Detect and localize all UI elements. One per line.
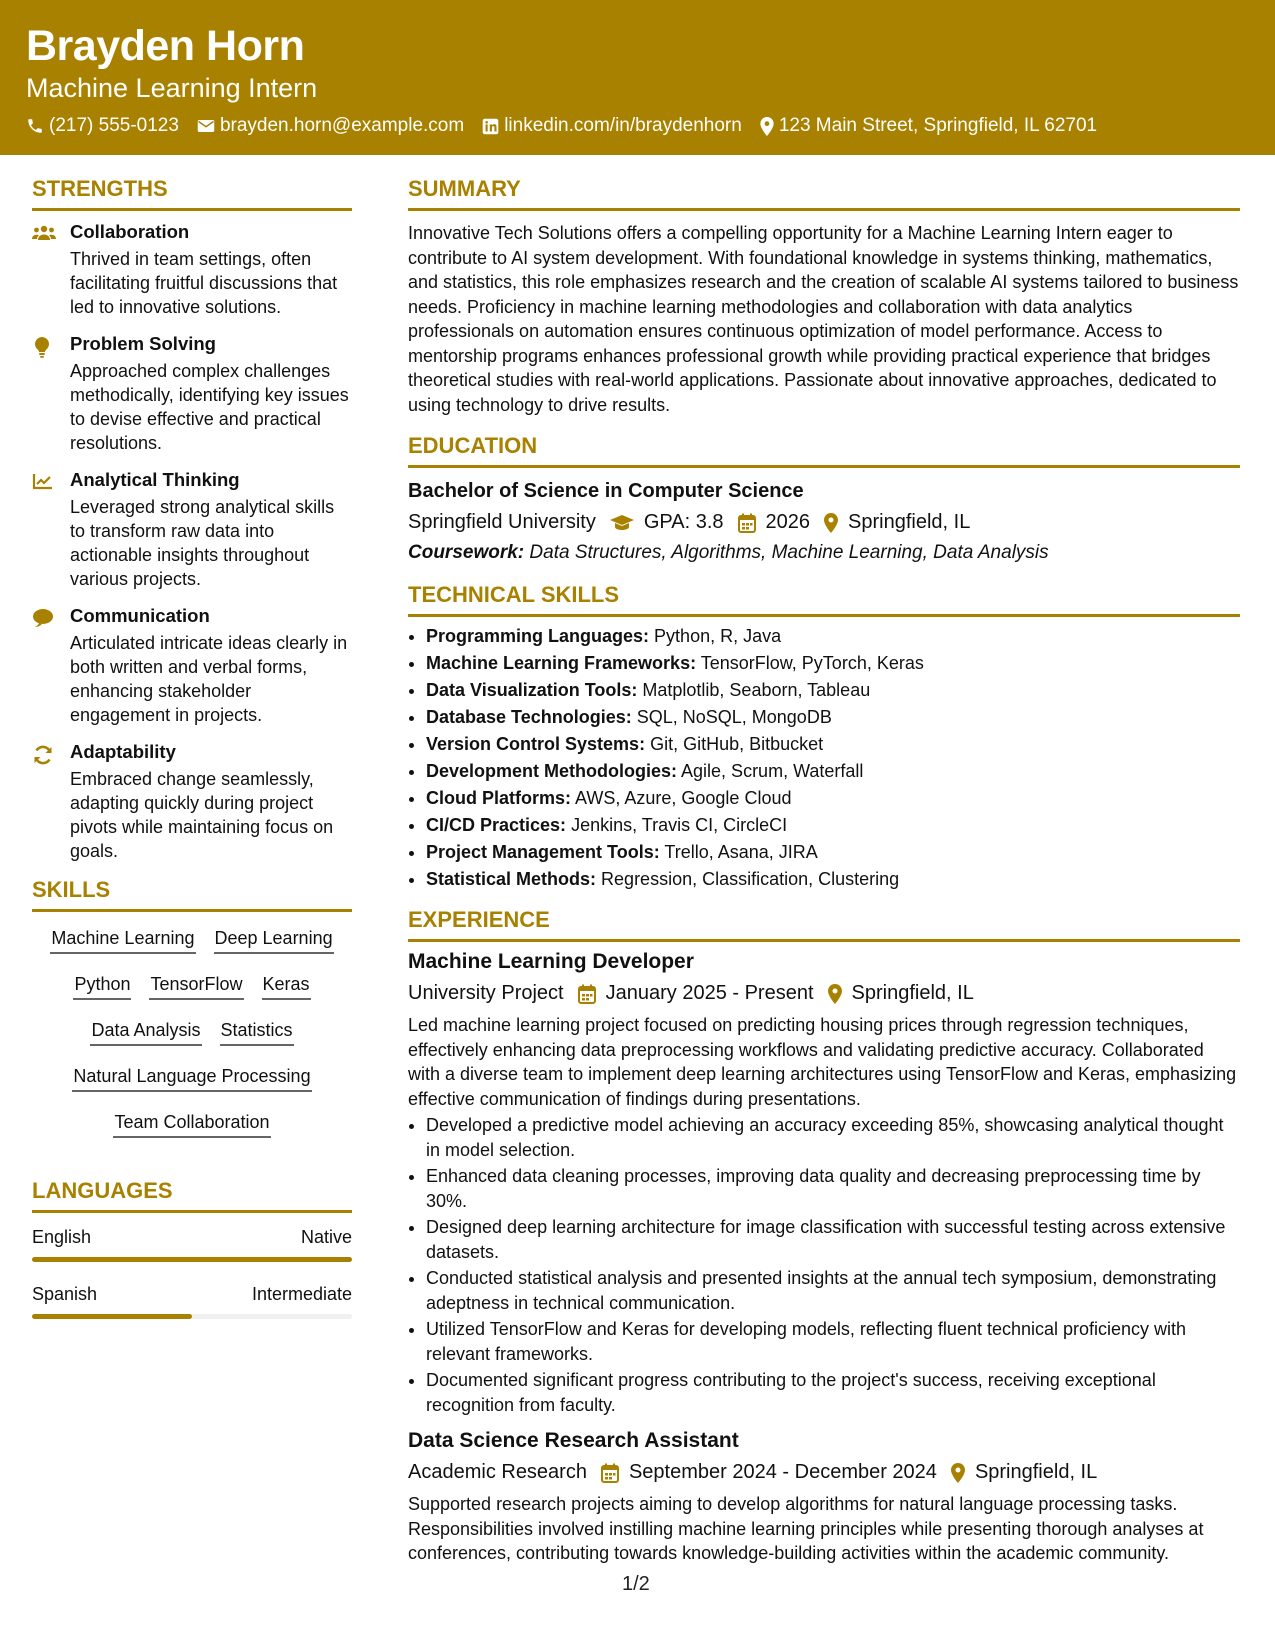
- linkedin-link[interactable]: linkedin.com/in/braydenhorn: [504, 115, 742, 136]
- calendar-icon: [578, 984, 596, 1004]
- experience-heading: EXPERIENCE: [408, 907, 1240, 942]
- language-level: Intermediate: [251, 1284, 352, 1304]
- job-bullets: [408, 1113, 1240, 1417]
- candidate-title: Machine Learning Intern: [26, 73, 318, 103]
- summary-text: Innovative Tech Solutions offers a compelling opportunity for a Machine Learning Intern eager to contribute to AI system development. With foundational knowledge in systems thinking, mathematics, and statistics, this role emphasizes research and the creation of scalable AI systems tailored to business needs. Proficiency in machine learning methodologies and collaboration with data analytics professionals on automation ensures continuous optimization of model performance. Access to mentorship programs enhances professional growth while providing practical experience that bridges theoretical studies with real-world applications. Passionate about innovative approaches, dedicated to using technology to drive results.: [408, 223, 1239, 415]
- technical-skills-list: [408, 623, 1240, 893]
- strength-item: [32, 221, 352, 319]
- strength-desc: Approached complex challenges methodically, identifying key issues to devise effective and practical resolutions.: [70, 361, 349, 453]
- skill-chip: Keras: [262, 974, 311, 1000]
- job-meta: [408, 982, 1240, 1005]
- education-location: Springfield, IL: [848, 511, 971, 533]
- strength-title: Problem Solving: [70, 333, 216, 354]
- strength-desc: Thrived in team settings, often facilitating fruitful discussions that led to innovative solutions.: [70, 249, 338, 317]
- strength-title: Adaptability: [70, 741, 176, 762]
- education-coursework: [408, 542, 1240, 564]
- language-bar-fill: [32, 1314, 192, 1319]
- skill-chip: TensorFlow: [149, 974, 243, 1000]
- language-item: [32, 1227, 352, 1262]
- list-item: • Database Technologies: SQL, NoSQL, MongoDB: [426, 704, 1240, 731]
- email-link[interactable]: brayden.horn@example.com: [219, 115, 465, 136]
- contact-bar: [26, 115, 1115, 137]
- language-bar: [32, 1314, 352, 1319]
- strengths-heading: STRENGTHS: [32, 176, 352, 211]
- skill-chip: Python: [73, 974, 131, 1000]
- list-item: • Conducted statistical analysis and presented insights at the annual tech symposium, demonstrating adeptness in technical communication.: [426, 1266, 1240, 1315]
- resume-header: [0, 0, 1275, 155]
- linkedin-icon: [482, 118, 499, 135]
- languages-heading: LANGUAGES: [32, 1178, 352, 1213]
- list-item: • Machine Learning Frameworks: TensorFlow, PyTorch, Keras: [426, 650, 1240, 677]
- job-description: Led machine learning project focused on predicting housing prices through regression techniques, effectively enhancing data preprocessing workflows and validating predictive accuracy. Collaborated with a diverse team to implement deep learning architectures using TensorFlow and Keras, emphasizing effective communication of findings during presentations.: [408, 1015, 1237, 1109]
- coursework-list: Data Structures, Algorithms, Machine Learning, Data Analysis: [529, 542, 1049, 563]
- map-marker-icon: [951, 1463, 965, 1483]
- strength-desc: Leveraged strong analytical skills to transform raw data into actionable insights throughout various projects.: [70, 497, 335, 589]
- skill-chip: Data Analysis: [90, 1020, 201, 1046]
- envelope-icon: [197, 118, 215, 134]
- page-number: 1/2: [622, 1573, 650, 1595]
- job-description: Supported research projects aiming to develop algorithms for natural language processing tasks. Responsibilities involved instilling machine learning principles while presenting thorough analyses at conferences, contributing towards knowledge-building activities within the academic community.: [408, 1494, 1204, 1563]
- list-item: • Development Methodologies: Agile, Scrum, Waterfall: [426, 758, 1240, 785]
- skill-chip: Team Collaboration: [113, 1112, 270, 1138]
- phone-text[interactable]: (217) 555-0123: [49, 115, 179, 136]
- map-marker-icon: [760, 117, 774, 136]
- education-meta: [408, 511, 1240, 534]
- language-level: Native: [300, 1227, 352, 1247]
- strength-title: Analytical Thinking: [70, 469, 240, 490]
- job-meta: [408, 1461, 1240, 1484]
- list-item: • Version Control Systems: Git, GitHub, Bitbucket: [426, 731, 1240, 758]
- list-item: • Data Visualization Tools: Matplotlib, Seaborn, Tableau: [426, 677, 1240, 704]
- job-location: Springfield, IL: [851, 982, 974, 1004]
- skills-heading: SKILLS: [32, 877, 352, 912]
- skill-chip: Machine Learning: [50, 928, 195, 954]
- strength-item: [32, 469, 352, 591]
- strength-title: Communication: [70, 605, 210, 626]
- job-dates: January 2025 - Present: [605, 982, 814, 1004]
- list-item: • Enhanced data cleaning processes, improving data quality and decreasing preprocessing time by 30%.: [426, 1164, 1240, 1213]
- calendar-icon: [738, 513, 756, 533]
- right-column: [408, 176, 1240, 1568]
- strength-item: [32, 741, 352, 863]
- users-icon: [32, 224, 56, 242]
- language-bar-fill: [32, 1257, 352, 1262]
- strength-item: [32, 605, 352, 727]
- list-item: • Programming Languages: Python, R, Java: [426, 623, 1240, 650]
- list-item: • Utilized TensorFlow and Keras for developing models, reflecting fluent technical proficiency with relevant frameworks.: [426, 1317, 1240, 1366]
- skill-chip: Natural Language Processing: [72, 1066, 311, 1092]
- job-title: Data Science Research Assistant: [408, 1429, 739, 1452]
- list-item: • Designed deep learning architecture for image classification with successful testing across extensive datasets.: [426, 1215, 1240, 1264]
- skills-list: [32, 926, 352, 1138]
- sync-icon: [32, 744, 54, 766]
- calendar-icon: [601, 1463, 619, 1483]
- skill-chip: Statistics: [220, 1020, 294, 1046]
- job-entry: [408, 1429, 1240, 1566]
- job-dates: September 2024 - December 2024: [628, 1461, 937, 1483]
- lightbulb-icon: [32, 336, 52, 358]
- list-item: • CI/CD Practices: Jenkins, Travis CI, CircleCI: [426, 812, 1240, 839]
- contact-address: [760, 115, 1097, 137]
- education-heading: EDUCATION: [408, 433, 1240, 468]
- strength-desc: Embraced change seamlessly, adapting quickly during project pivots while maintaining focus on goals.: [70, 769, 334, 861]
- coursework-label: Coursework:: [408, 542, 525, 563]
- contact-phone: [26, 115, 179, 137]
- candidate-name: Brayden Horn: [26, 22, 305, 70]
- education-gpa: GPA: 3.8: [643, 511, 724, 533]
- strength-item: [32, 333, 352, 455]
- comment-icon: [32, 608, 54, 628]
- education-degree: Bachelor of Science in Computer Science: [408, 480, 804, 502]
- strength-title: Collaboration: [70, 221, 190, 242]
- contact-email: [197, 115, 464, 137]
- graduation-cap-icon: [610, 514, 634, 532]
- technical-skills-heading: TECHNICAL SKILLS: [408, 582, 1240, 617]
- left-column: [32, 176, 352, 1341]
- job-org: Academic Research: [408, 1461, 587, 1483]
- job-location: Springfield, IL: [974, 1461, 1098, 1483]
- list-item: • Statistical Methods: Regression, Classification, Clustering: [426, 866, 1240, 893]
- strength-desc: Articulated intricate ideas clearly in both written and verbal forms, enhancing stakeholder engagement in projects.: [70, 633, 348, 725]
- language-bar: [32, 1257, 352, 1262]
- summary-heading: SUMMARY: [408, 176, 1240, 211]
- job-title: Machine Learning Developer: [408, 950, 694, 973]
- job-entry: [408, 950, 1240, 1417]
- map-marker-icon: [828, 984, 842, 1004]
- phone-icon: [26, 117, 44, 135]
- language-name: Spanish: [32, 1284, 98, 1304]
- language-name: English: [32, 1227, 92, 1247]
- list-item: • Project Management Tools: Trello, Asana, JIRA: [426, 839, 1240, 866]
- language-item: [32, 1284, 352, 1319]
- list-item: • Developed a predictive model achieving an accuracy exceeding 85%, showcasing analytical thought in model selection.: [426, 1113, 1240, 1162]
- list-item: • Documented significant progress contributing to the project's success, receiving exceptional recognition from faculty.: [426, 1368, 1240, 1417]
- list-item: • Cloud Platforms: AWS, Azure, Google Cloud: [426, 785, 1240, 812]
- map-marker-icon: [824, 513, 838, 533]
- education-year: 2026: [765, 511, 811, 533]
- address-text: 123 Main Street, Springfield, IL 62701: [778, 115, 1098, 136]
- job-org: University Project: [408, 982, 564, 1004]
- skill-chip: Deep Learning: [214, 928, 334, 954]
- contact-linkedin: [482, 115, 742, 137]
- education-school: Springfield University: [408, 511, 596, 533]
- chart-line-icon: [32, 472, 54, 490]
